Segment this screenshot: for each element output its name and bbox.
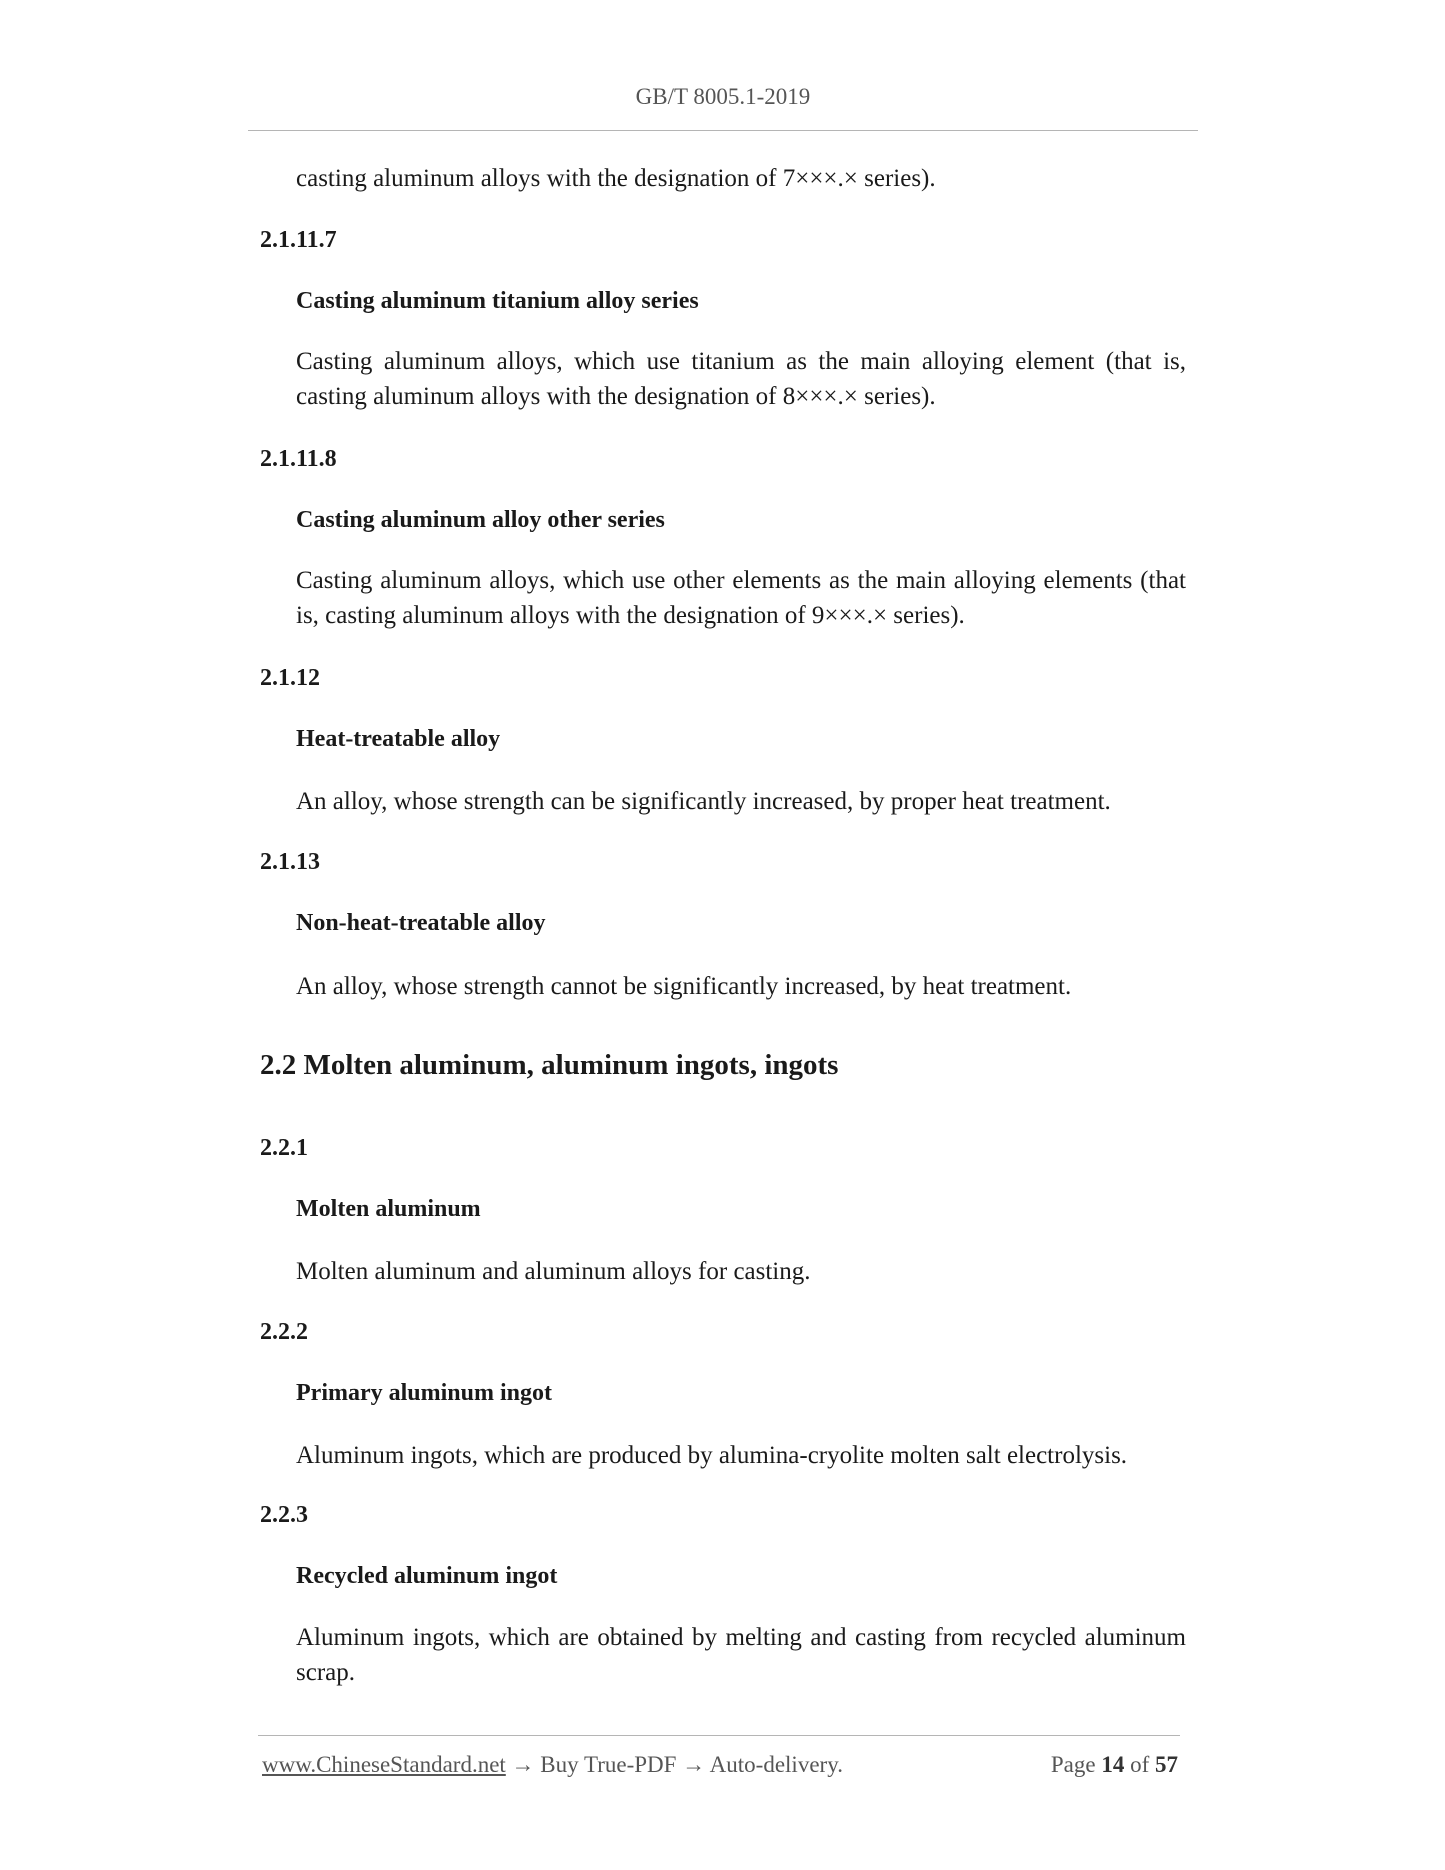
clause-number: 2.2.2 (260, 1319, 308, 1345)
term-definition: An alloy, whose strength can be significantly increased, by proper heat treatment. (296, 788, 1111, 815)
page-indicator (1051, 1752, 1178, 1778)
term-definition: Casting aluminum alloys, which use titanium as the main alloying element (that is, casting aluminum alloys with the designation of 8×××.× series). (296, 348, 1186, 410)
page-footer (262, 1752, 1182, 1778)
continuation-line: casting aluminum alloys with the designation of 7×××.× series). (296, 165, 936, 192)
term-definition: Aluminum ingots, which are obtained by melting and casting from recycled aluminum scrap. (296, 1624, 1186, 1686)
page-word: Page (1050, 1752, 1096, 1777)
delivery-text: Auto-delivery. (709, 1752, 843, 1777)
arrow-icon: → (511, 1752, 535, 1777)
clause-number: 2.1.11.7 (260, 227, 337, 253)
clause-number: 2.2.3 (260, 1502, 308, 1528)
term-definition: Aluminum ingots, which are produced by alumina-cryolite molten salt electrolysis. (296, 1442, 1128, 1469)
page-total: 57 (1155, 1752, 1178, 1777)
term-definition: An alloy, whose strength cannot be significantly increased, by heat treatment. (296, 973, 1072, 1000)
footer-divider (258, 1735, 1180, 1736)
term-title: Casting aluminum titanium alloy series (296, 288, 699, 314)
term-definition: Molten aluminum and aluminum alloys for casting. (296, 1258, 811, 1285)
term-title: Recycled aluminum ingot (296, 1563, 558, 1589)
header-divider (248, 130, 1198, 131)
clause-number: 2.2.1 (260, 1135, 308, 1161)
running-header: GB/T 8005.1-2019 (635, 84, 811, 109)
clause-number: 2.1.13 (260, 849, 320, 875)
term-title: Heat-treatable alloy (296, 726, 501, 752)
website-link[interactable]: www.ChineseStandard.net (262, 1752, 506, 1777)
term-definition: Casting aluminum alloys, which use other elements as the main alloying elements (that is, casting aluminum alloys with the designation of 9×××.× series). (296, 567, 1186, 629)
arrow-icon: → (682, 1752, 706, 1777)
section-heading: 2.2 Molten aluminum, aluminum ingots, ingots (260, 1049, 839, 1081)
of-word: of (1130, 1752, 1150, 1777)
buy-pdf-text: Buy True-PDF (540, 1752, 677, 1777)
term-title: Casting aluminum alloy other series (296, 507, 665, 533)
clause-number: 2.1.11.8 (260, 446, 337, 472)
clause-number: 2.1.12 (260, 665, 320, 691)
term-title: Primary aluminum ingot (296, 1380, 552, 1406)
term-title: Molten aluminum (296, 1196, 481, 1222)
page-number: 14 (1101, 1752, 1125, 1777)
term-title: Non-heat-treatable alloy (296, 910, 546, 936)
